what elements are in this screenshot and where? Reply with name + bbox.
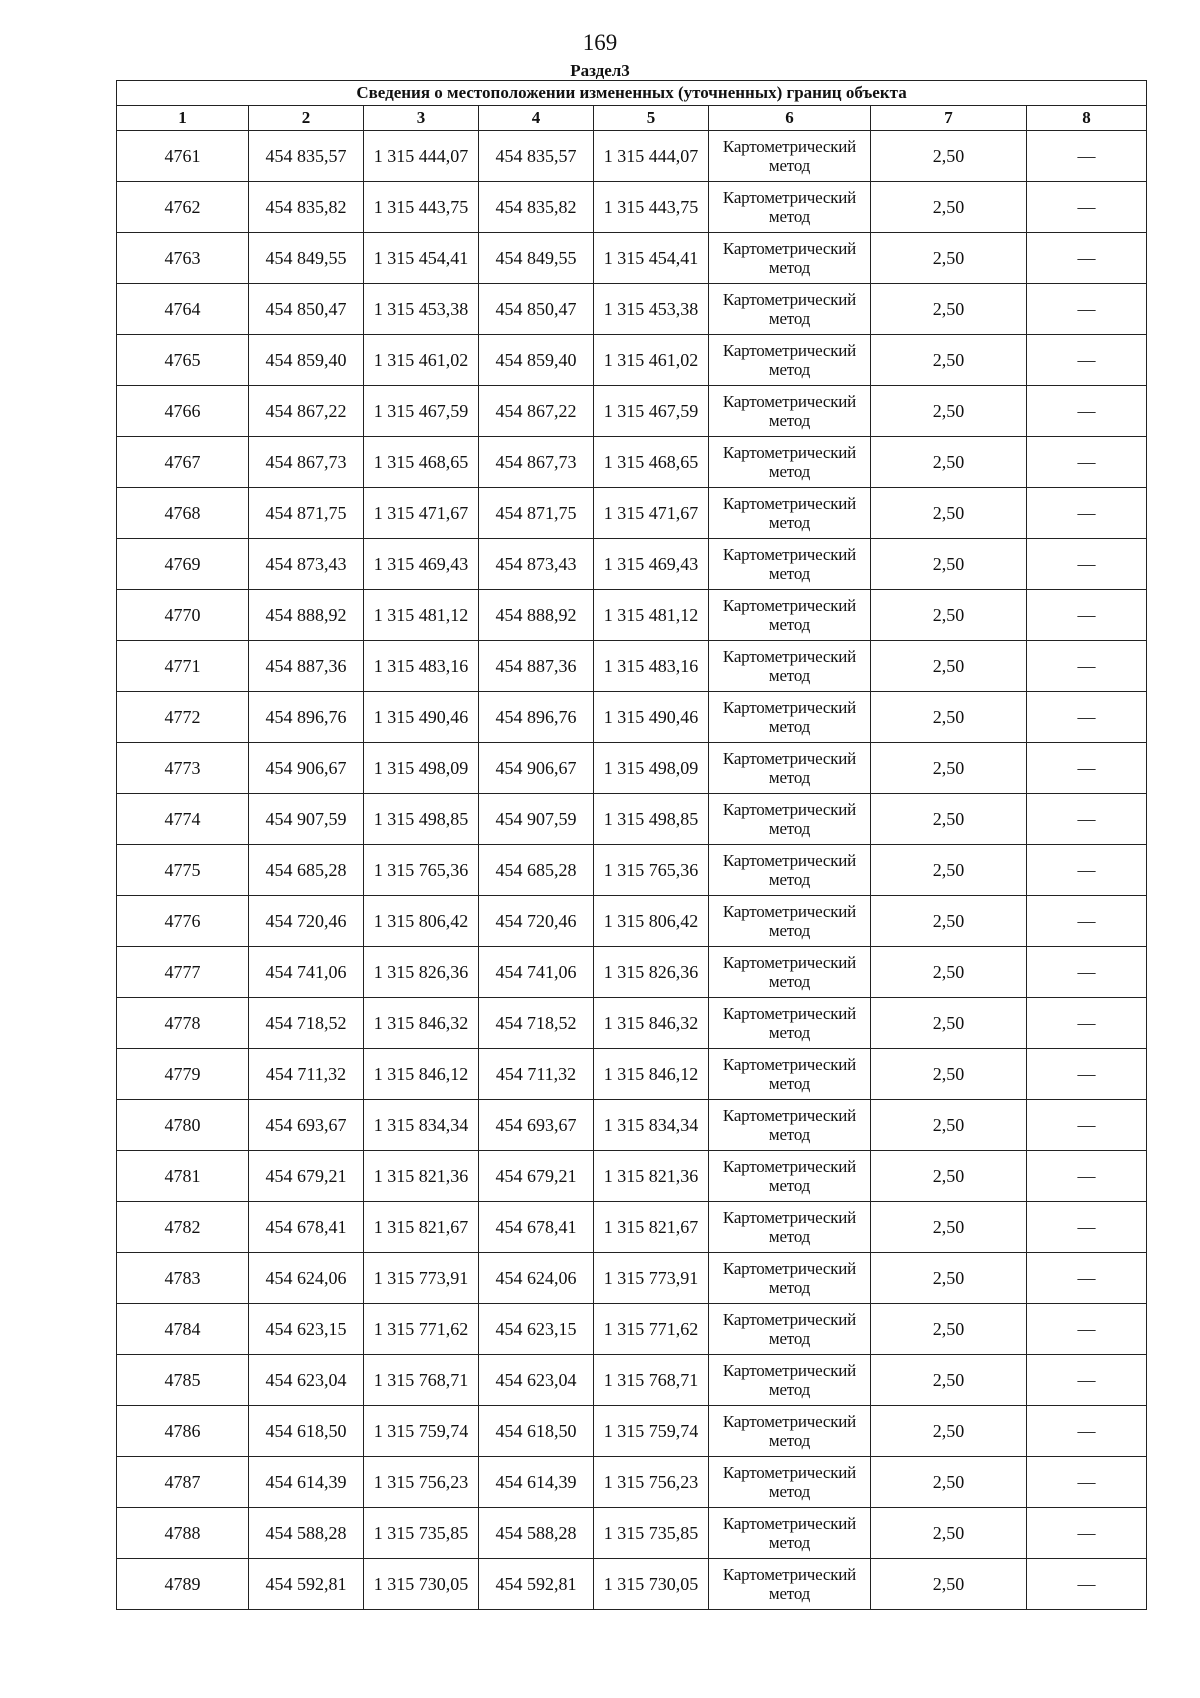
accuracy-cell: 2,50 [871, 998, 1027, 1049]
old-x-cell: 454 888,92 [249, 590, 364, 641]
point-number-cell: 4780 [117, 1100, 249, 1151]
accuracy-cell: 2,50 [871, 1202, 1027, 1253]
old-x-cell: 454 592,81 [249, 1559, 364, 1610]
old-y-cell: 1 315 468,65 [364, 437, 479, 488]
accuracy-cell: 2,50 [871, 131, 1027, 182]
point-number-cell: 4772 [117, 692, 249, 743]
table-row [117, 1457, 1147, 1508]
table-row [117, 539, 1147, 590]
method-cell: Картометрический метод [709, 1202, 871, 1253]
accuracy-cell: 2,50 [871, 1355, 1027, 1406]
old-y-cell: 1 315 846,12 [364, 1049, 479, 1100]
old-x-cell: 454 588,28 [249, 1508, 364, 1559]
new-x-cell: 454 624,06 [479, 1253, 594, 1304]
point-number-cell: 4770 [117, 590, 249, 641]
new-x-cell: 454 907,59 [479, 794, 594, 845]
method-cell: Картометрический метод [709, 1304, 871, 1355]
new-y-cell: 1 315 481,12 [594, 590, 709, 641]
method-cell: Картометрический метод [709, 1151, 871, 1202]
description-cell: — [1027, 896, 1147, 947]
coordinates-table [116, 80, 1147, 1610]
point-number-cell: 4778 [117, 998, 249, 1049]
accuracy-cell: 2,50 [871, 1457, 1027, 1508]
point-number-cell: 4787 [117, 1457, 249, 1508]
point-number-cell: 4763 [117, 233, 249, 284]
description-cell: — [1027, 845, 1147, 896]
old-y-cell: 1 315 471,67 [364, 488, 479, 539]
old-y-cell: 1 315 735,85 [364, 1508, 479, 1559]
old-y-cell: 1 315 768,71 [364, 1355, 479, 1406]
description-cell: — [1027, 284, 1147, 335]
table-row [117, 437, 1147, 488]
point-number-cell: 4779 [117, 1049, 249, 1100]
method-cell: Картометрический метод [709, 1355, 871, 1406]
old-x-cell: 454 835,57 [249, 131, 364, 182]
accuracy-cell: 2,50 [871, 1151, 1027, 1202]
description-cell: — [1027, 1406, 1147, 1457]
old-x-cell: 454 679,21 [249, 1151, 364, 1202]
accuracy-cell: 2,50 [871, 233, 1027, 284]
new-x-cell: 454 614,39 [479, 1457, 594, 1508]
method-cell: Картометрический метод [709, 335, 871, 386]
old-x-cell: 454 867,22 [249, 386, 364, 437]
new-x-cell: 454 711,32 [479, 1049, 594, 1100]
description-cell: — [1027, 182, 1147, 233]
table-row [117, 284, 1147, 335]
accuracy-cell: 2,50 [871, 947, 1027, 998]
description-cell: — [1027, 1355, 1147, 1406]
method-cell: Картометрический метод [709, 1100, 871, 1151]
old-y-cell: 1 315 443,75 [364, 182, 479, 233]
table-body [117, 131, 1147, 1610]
new-x-cell: 454 718,52 [479, 998, 594, 1049]
new-y-cell: 1 315 735,85 [594, 1508, 709, 1559]
description-cell: — [1027, 1202, 1147, 1253]
new-y-cell: 1 315 467,59 [594, 386, 709, 437]
point-number-cell: 4767 [117, 437, 249, 488]
description-cell: — [1027, 743, 1147, 794]
new-x-cell: 454 835,57 [479, 131, 594, 182]
old-y-cell: 1 315 756,23 [364, 1457, 479, 1508]
old-y-cell: 1 315 498,09 [364, 743, 479, 794]
accuracy-cell: 2,50 [871, 182, 1027, 233]
old-x-cell: 454 623,15 [249, 1304, 364, 1355]
point-number-cell: 4774 [117, 794, 249, 845]
old-x-cell: 454 624,06 [249, 1253, 364, 1304]
new-x-cell: 454 850,47 [479, 284, 594, 335]
new-x-cell: 454 887,36 [479, 641, 594, 692]
old-x-cell: 454 741,06 [249, 947, 364, 998]
accuracy-cell: 2,50 [871, 590, 1027, 641]
accuracy-cell: 2,50 [871, 539, 1027, 590]
old-x-cell: 454 850,47 [249, 284, 364, 335]
accuracy-cell: 2,50 [871, 1253, 1027, 1304]
new-x-cell: 454 896,76 [479, 692, 594, 743]
description-cell: — [1027, 1253, 1147, 1304]
method-cell: Картометрический метод [709, 947, 871, 998]
method-cell: Картометрический метод [709, 1253, 871, 1304]
old-y-cell: 1 315 821,36 [364, 1151, 479, 1202]
old-x-cell: 454 871,75 [249, 488, 364, 539]
new-y-cell: 1 315 768,71 [594, 1355, 709, 1406]
table-row [117, 947, 1147, 998]
old-y-cell: 1 315 490,46 [364, 692, 479, 743]
accuracy-cell: 2,50 [871, 845, 1027, 896]
table-row [117, 1049, 1147, 1100]
accuracy-cell: 2,50 [871, 794, 1027, 845]
old-y-cell: 1 315 454,41 [364, 233, 479, 284]
new-x-cell: 454 618,50 [479, 1406, 594, 1457]
old-y-cell: 1 315 826,36 [364, 947, 479, 998]
table-row [117, 641, 1147, 692]
old-x-cell: 454 859,40 [249, 335, 364, 386]
accuracy-cell: 2,50 [871, 386, 1027, 437]
table-row [117, 794, 1147, 845]
old-x-cell: 454 711,32 [249, 1049, 364, 1100]
point-number-cell: 4783 [117, 1253, 249, 1304]
new-x-cell: 454 871,75 [479, 488, 594, 539]
new-y-cell: 1 315 443,75 [594, 182, 709, 233]
method-cell: Картометрический метод [709, 182, 871, 233]
description-cell: — [1027, 998, 1147, 1049]
point-number-cell: 4776 [117, 896, 249, 947]
old-y-cell: 1 315 730,05 [364, 1559, 479, 1610]
old-x-cell: 454 849,55 [249, 233, 364, 284]
old-y-cell: 1 315 846,32 [364, 998, 479, 1049]
method-cell: Картометрический метод [709, 131, 871, 182]
old-y-cell: 1 315 481,12 [364, 590, 479, 641]
method-cell: Картометрический метод [709, 386, 871, 437]
new-x-cell: 454 849,55 [479, 233, 594, 284]
method-cell: Картометрический метод [709, 641, 871, 692]
point-number-cell: 4788 [117, 1508, 249, 1559]
new-x-cell: 454 678,41 [479, 1202, 594, 1253]
method-cell: Картометрический метод [709, 1559, 871, 1610]
new-x-cell: 454 867,73 [479, 437, 594, 488]
accuracy-cell: 2,50 [871, 284, 1027, 335]
description-cell: — [1027, 1151, 1147, 1202]
point-number-cell: 4786 [117, 1406, 249, 1457]
method-cell: Картометрический метод [709, 488, 871, 539]
accuracy-cell: 2,50 [871, 641, 1027, 692]
point-number-cell: 4765 [117, 335, 249, 386]
new-x-cell: 454 623,04 [479, 1355, 594, 1406]
table-caption-row [117, 81, 1147, 106]
new-y-cell: 1 315 444,07 [594, 131, 709, 182]
section-title: Раздел3 [570, 61, 630, 80]
description-cell: — [1027, 1304, 1147, 1355]
description-cell: — [1027, 641, 1147, 692]
new-x-cell: 454 685,28 [479, 845, 594, 896]
table-row [117, 590, 1147, 641]
method-cell: Картометрический метод [709, 998, 871, 1049]
description-cell: — [1027, 692, 1147, 743]
column-number: 1 [117, 106, 249, 131]
table-row [117, 233, 1147, 284]
method-cell: Картометрический метод [709, 692, 871, 743]
table-row [117, 692, 1147, 743]
new-x-cell: 454 592,81 [479, 1559, 594, 1610]
new-y-cell: 1 315 821,36 [594, 1151, 709, 1202]
old-y-cell: 1 315 771,62 [364, 1304, 479, 1355]
table-row [117, 1304, 1147, 1355]
new-y-cell: 1 315 471,67 [594, 488, 709, 539]
method-cell: Картометрический метод [709, 1406, 871, 1457]
new-x-cell: 454 623,15 [479, 1304, 594, 1355]
old-y-cell: 1 315 483,16 [364, 641, 479, 692]
description-cell: — [1027, 1049, 1147, 1100]
table-row [117, 845, 1147, 896]
description-cell: — [1027, 233, 1147, 284]
description-cell: — [1027, 1559, 1147, 1610]
point-number-cell: 4761 [117, 131, 249, 182]
description-cell: — [1027, 437, 1147, 488]
description-cell: — [1027, 1100, 1147, 1151]
description-cell: — [1027, 335, 1147, 386]
new-x-cell: 454 888,92 [479, 590, 594, 641]
old-y-cell: 1 315 834,34 [364, 1100, 479, 1151]
new-y-cell: 1 315 834,34 [594, 1100, 709, 1151]
old-x-cell: 454 693,67 [249, 1100, 364, 1151]
table-row [117, 1253, 1147, 1304]
new-y-cell: 1 315 846,32 [594, 998, 709, 1049]
column-number: 2 [249, 106, 364, 131]
old-y-cell: 1 315 821,67 [364, 1202, 479, 1253]
new-y-cell: 1 315 771,62 [594, 1304, 709, 1355]
page-number: 169 [582, 30, 618, 55]
old-y-cell: 1 315 806,42 [364, 896, 479, 947]
point-number-cell: 4782 [117, 1202, 249, 1253]
table-row [117, 131, 1147, 182]
new-x-cell: 454 693,67 [479, 1100, 594, 1151]
old-x-cell: 454 618,50 [249, 1406, 364, 1457]
table-row [117, 1100, 1147, 1151]
accuracy-cell: 2,50 [871, 1559, 1027, 1610]
accuracy-cell: 2,50 [871, 488, 1027, 539]
method-cell: Картометрический метод [709, 437, 871, 488]
new-x-cell: 454 906,67 [479, 743, 594, 794]
accuracy-cell: 2,50 [871, 437, 1027, 488]
table-row [117, 1202, 1147, 1253]
accuracy-cell: 2,50 [871, 1304, 1027, 1355]
point-number-cell: 4784 [117, 1304, 249, 1355]
new-y-cell: 1 315 453,38 [594, 284, 709, 335]
old-x-cell: 454 896,76 [249, 692, 364, 743]
description-cell: — [1027, 131, 1147, 182]
new-y-cell: 1 315 756,23 [594, 1457, 709, 1508]
table-row [117, 335, 1147, 386]
accuracy-cell: 2,50 [871, 1100, 1027, 1151]
method-cell: Картометрический метод [709, 590, 871, 641]
point-number-cell: 4766 [117, 386, 249, 437]
column-number: 5 [594, 106, 709, 131]
new-y-cell: 1 315 498,85 [594, 794, 709, 845]
new-x-cell: 454 741,06 [479, 947, 594, 998]
accuracy-cell: 2,50 [871, 692, 1027, 743]
new-x-cell: 454 720,46 [479, 896, 594, 947]
new-y-cell: 1 315 461,02 [594, 335, 709, 386]
description-cell: — [1027, 1457, 1147, 1508]
point-number-cell: 4785 [117, 1355, 249, 1406]
column-number: 3 [364, 106, 479, 131]
old-x-cell: 454 678,41 [249, 1202, 364, 1253]
point-number-cell: 4762 [117, 182, 249, 233]
table-row [117, 998, 1147, 1049]
method-cell: Картометрический метод [709, 284, 871, 335]
old-y-cell: 1 315 461,02 [364, 335, 479, 386]
old-x-cell: 454 718,52 [249, 998, 364, 1049]
column-number: 4 [479, 106, 594, 131]
point-number-cell: 4769 [117, 539, 249, 590]
method-cell: Картометрический метод [709, 896, 871, 947]
old-y-cell: 1 315 759,74 [364, 1406, 479, 1457]
description-cell: — [1027, 1508, 1147, 1559]
table-row [117, 386, 1147, 437]
new-x-cell: 454 588,28 [479, 1508, 594, 1559]
description-cell: — [1027, 947, 1147, 998]
method-cell: Картометрический метод [709, 743, 871, 794]
old-x-cell: 454 720,46 [249, 896, 364, 947]
new-y-cell: 1 315 454,41 [594, 233, 709, 284]
table-caption: Сведения о местоположении измененных (уточненных) границ объекта [117, 81, 1147, 106]
method-cell: Картометрический метод [709, 1049, 871, 1100]
description-cell: — [1027, 539, 1147, 590]
old-y-cell: 1 315 498,85 [364, 794, 479, 845]
column-number: 6 [709, 106, 871, 131]
accuracy-cell: 2,50 [871, 743, 1027, 794]
method-cell: Картометрический метод [709, 794, 871, 845]
old-y-cell: 1 315 765,36 [364, 845, 479, 896]
method-cell: Картометрический метод [709, 845, 871, 896]
description-cell: — [1027, 386, 1147, 437]
old-y-cell: 1 315 773,91 [364, 1253, 479, 1304]
description-cell: — [1027, 488, 1147, 539]
new-y-cell: 1 315 483,16 [594, 641, 709, 692]
new-y-cell: 1 315 821,67 [594, 1202, 709, 1253]
table-row [117, 1355, 1147, 1406]
new-y-cell: 1 315 490,46 [594, 692, 709, 743]
table-row [117, 488, 1147, 539]
old-x-cell: 454 835,82 [249, 182, 364, 233]
table-row [117, 1508, 1147, 1559]
old-x-cell: 454 867,73 [249, 437, 364, 488]
new-y-cell: 1 315 469,43 [594, 539, 709, 590]
method-cell: Картометрический метод [709, 1508, 871, 1559]
point-number-cell: 4781 [117, 1151, 249, 1202]
new-x-cell: 454 873,43 [479, 539, 594, 590]
method-cell: Картометрический метод [709, 233, 871, 284]
point-number-cell: 4771 [117, 641, 249, 692]
accuracy-cell: 2,50 [871, 1049, 1027, 1100]
new-y-cell: 1 315 826,36 [594, 947, 709, 998]
new-x-cell: 454 867,22 [479, 386, 594, 437]
table-row [117, 1559, 1147, 1610]
point-number-cell: 4777 [117, 947, 249, 998]
accuracy-cell: 2,50 [871, 335, 1027, 386]
table-row [117, 896, 1147, 947]
old-y-cell: 1 315 444,07 [364, 131, 479, 182]
point-number-cell: 4775 [117, 845, 249, 896]
description-cell: — [1027, 794, 1147, 845]
column-number: 8 [1027, 106, 1147, 131]
old-x-cell: 454 685,28 [249, 845, 364, 896]
new-x-cell: 454 679,21 [479, 1151, 594, 1202]
new-y-cell: 1 315 759,74 [594, 1406, 709, 1457]
old-x-cell: 454 623,04 [249, 1355, 364, 1406]
new-y-cell: 1 315 730,05 [594, 1559, 709, 1610]
point-number-cell: 4773 [117, 743, 249, 794]
old-y-cell: 1 315 469,43 [364, 539, 479, 590]
old-x-cell: 454 906,67 [249, 743, 364, 794]
old-y-cell: 1 315 453,38 [364, 284, 479, 335]
old-x-cell: 454 873,43 [249, 539, 364, 590]
old-x-cell: 454 614,39 [249, 1457, 364, 1508]
new-y-cell: 1 315 773,91 [594, 1253, 709, 1304]
method-cell: Картометрический метод [709, 539, 871, 590]
table-row [117, 743, 1147, 794]
old-x-cell: 454 907,59 [249, 794, 364, 845]
table-row [117, 1406, 1147, 1457]
method-cell: Картометрический метод [709, 1457, 871, 1508]
column-number-row [117, 106, 1147, 131]
old-y-cell: 1 315 467,59 [364, 386, 479, 437]
new-y-cell: 1 315 498,09 [594, 743, 709, 794]
column-number: 7 [871, 106, 1027, 131]
table-row [117, 182, 1147, 233]
new-y-cell: 1 315 806,42 [594, 896, 709, 947]
point-number-cell: 4789 [117, 1559, 249, 1610]
point-number-cell: 4768 [117, 488, 249, 539]
new-x-cell: 454 835,82 [479, 182, 594, 233]
new-y-cell: 1 315 468,65 [594, 437, 709, 488]
new-x-cell: 454 859,40 [479, 335, 594, 386]
old-x-cell: 454 887,36 [249, 641, 364, 692]
accuracy-cell: 2,50 [871, 1508, 1027, 1559]
point-number-cell: 4764 [117, 284, 249, 335]
new-y-cell: 1 315 765,36 [594, 845, 709, 896]
description-cell: — [1027, 590, 1147, 641]
table-row [117, 1151, 1147, 1202]
accuracy-cell: 2,50 [871, 1406, 1027, 1457]
new-y-cell: 1 315 846,12 [594, 1049, 709, 1100]
accuracy-cell: 2,50 [871, 896, 1027, 947]
